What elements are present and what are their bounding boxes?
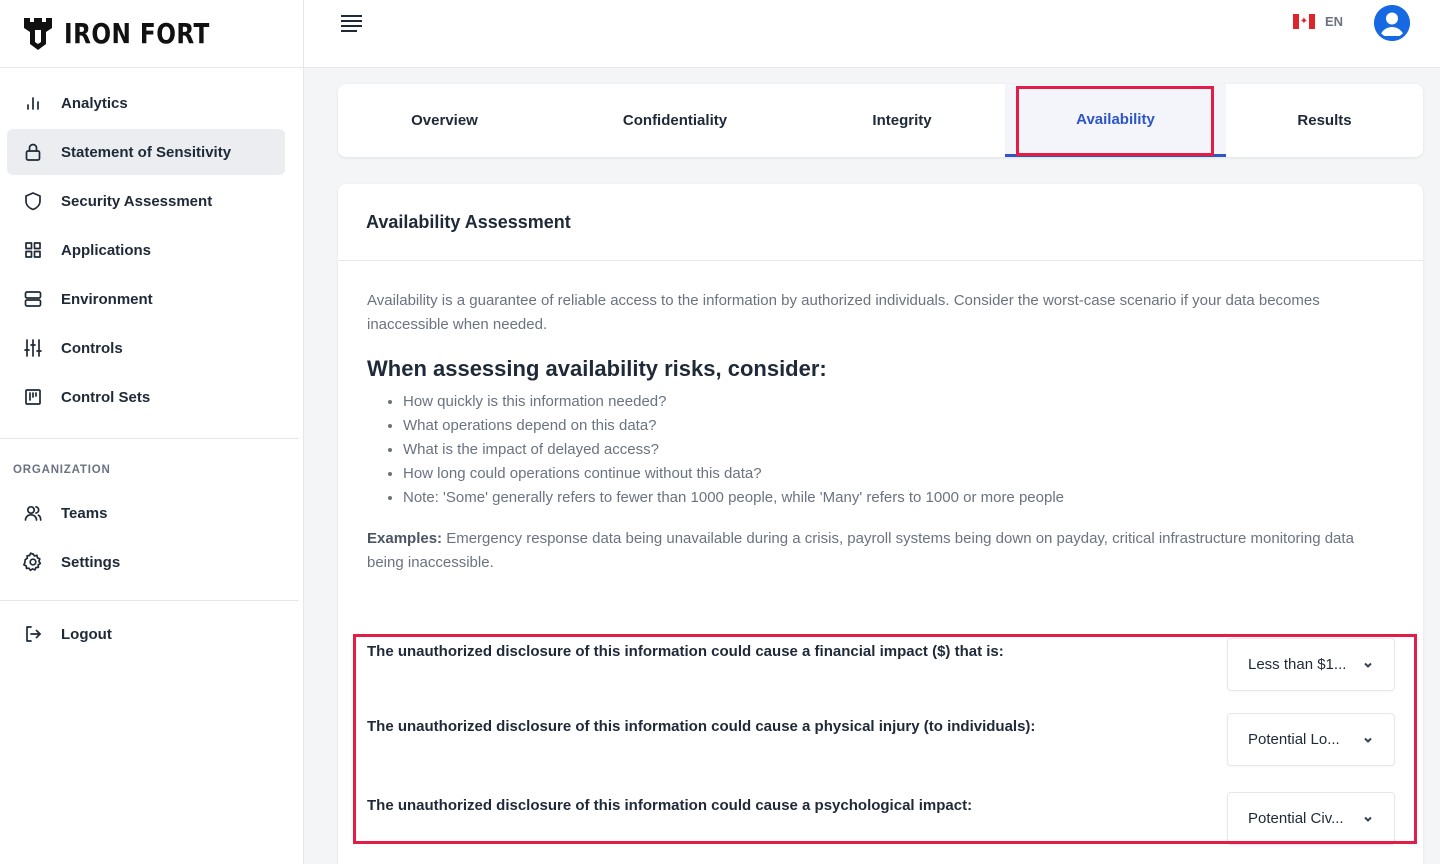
users-icon (22, 502, 44, 524)
tab-confidentiality[interactable]: Confidentiality (622, 112, 728, 129)
list-item: • What is the impact of delayed access? (403, 438, 1394, 462)
considerations-heading: When assessing availability risks, consider: (367, 356, 827, 381)
sidebar-item-environment[interactable] (7, 276, 285, 322)
assessment-tabs (338, 84, 1423, 157)
section-label-organization: ORGANIZATION (13, 464, 111, 476)
sidebar-item-label: Control Sets (61, 388, 151, 406)
examples-body: Emergency response data being unavailable during a crisis, payroll systems being down on payday, critical infrastructure monitoring data being inaccessible. (367, 530, 1354, 571)
brand-name: IRON FORT (64, 17, 210, 50)
chevron-down-icon (1362, 813, 1374, 825)
financial-impact-select[interactable] (1227, 638, 1395, 691)
question-text: The unauthorized disclosure of this information could cause a psychological impact: (367, 797, 973, 814)
card-body (338, 261, 1423, 575)
sidebar-item-label: Statement of Sensitivity (61, 143, 232, 161)
sidebar-item-label: Teams (61, 504, 108, 522)
lock-icon (22, 141, 44, 163)
main-nav (0, 68, 303, 420)
kanban-icon (22, 386, 44, 408)
considerations-list (367, 390, 1394, 510)
sidebar-item-label: Applications (61, 241, 152, 259)
tab-availability[interactable]: Availability (1005, 84, 1226, 157)
shield-icon (22, 190, 44, 212)
list-item: • What operations depend on this data? (403, 414, 1394, 438)
psychological-impact-select[interactable] (1227, 792, 1395, 845)
examples-label: Examples: (367, 530, 443, 547)
language-code: EN (1325, 14, 1344, 29)
list-item: • How long could operations continue without this data? (403, 462, 1394, 486)
sidebar-item-applications[interactable] (7, 227, 285, 273)
question-row-psychological (367, 792, 1395, 845)
select-value: Potential Civ... (1248, 810, 1344, 827)
select-value: Potential Lo... (1248, 731, 1340, 748)
brand-logo[interactable] (0, 0, 303, 68)
sidebar-item-label: Controls (61, 339, 123, 357)
availability-assessment-card (338, 184, 1423, 864)
top-bar (304, 0, 1440, 68)
logout-icon (22, 623, 44, 645)
sidebar-item-settings[interactable] (7, 539, 285, 585)
question-text: The unauthorized disclosure of this information could cause a financial impact ($) that is: (367, 643, 1004, 660)
sidebar (0, 0, 304, 864)
sidebar-item-statement-of-sensitivity[interactable] (7, 129, 285, 175)
language-selector[interactable] (1293, 14, 1343, 29)
sidebar-item-teams[interactable] (7, 490, 285, 536)
intro-text: Availability is a guarantee of reliable access to the information by authorized individuals. Consider the worst-case scenario if your data becomes inaccessible when needed. (367, 292, 1320, 333)
select-value: Less than $1... (1248, 656, 1347, 673)
bar-chart-icon (22, 92, 44, 114)
chevron-down-icon (1362, 659, 1374, 671)
tab-results[interactable]: Results (1297, 112, 1352, 129)
grid-icon (22, 239, 44, 261)
server-icon (22, 288, 44, 310)
question-text: The unauthorized disclosure of this information could cause a physical injury (to individuals): (367, 718, 1036, 735)
sidebar-item-analytics[interactable] (7, 80, 285, 126)
list-item: • How quickly is this information needed? (403, 390, 1394, 414)
question-row-financial (367, 638, 1395, 691)
fort-logo-icon (24, 18, 52, 50)
logout-label: Logout (61, 625, 112, 643)
sidebar-item-label: Analytics (61, 94, 128, 112)
list-item: • Note: 'Some' generally refers to fewer than 1000 people, while 'Many' refers to 1000 or more people (403, 486, 1394, 510)
sidebar-item-label: Environment (61, 290, 153, 308)
user-avatar-icon[interactable] (1374, 5, 1410, 41)
logout-button[interactable] (7, 611, 285, 657)
sidebar-divider (0, 600, 299, 601)
canada-flag-icon: ✦ (1293, 14, 1315, 29)
tab-integrity[interactable]: Integrity (872, 112, 932, 129)
sidebar-item-control-sets[interactable] (7, 374, 285, 420)
physical-injury-select[interactable] (1227, 713, 1395, 766)
sidebar-item-controls[interactable] (7, 325, 285, 371)
sliders-icon (22, 337, 44, 359)
sidebar-item-security-assessment[interactable] (7, 178, 285, 224)
examples-text (367, 527, 1394, 575)
gear-icon (22, 551, 44, 573)
sidebar-item-label: Settings (61, 553, 121, 571)
question-row-physical (367, 713, 1395, 766)
tab-overview[interactable]: Overview (411, 112, 478, 129)
sidebar-item-label: Security Assessment (61, 192, 213, 210)
card-title: Availability Assessment (338, 184, 1423, 261)
chevron-down-icon (1362, 734, 1374, 746)
menu-icon[interactable] (340, 13, 364, 33)
